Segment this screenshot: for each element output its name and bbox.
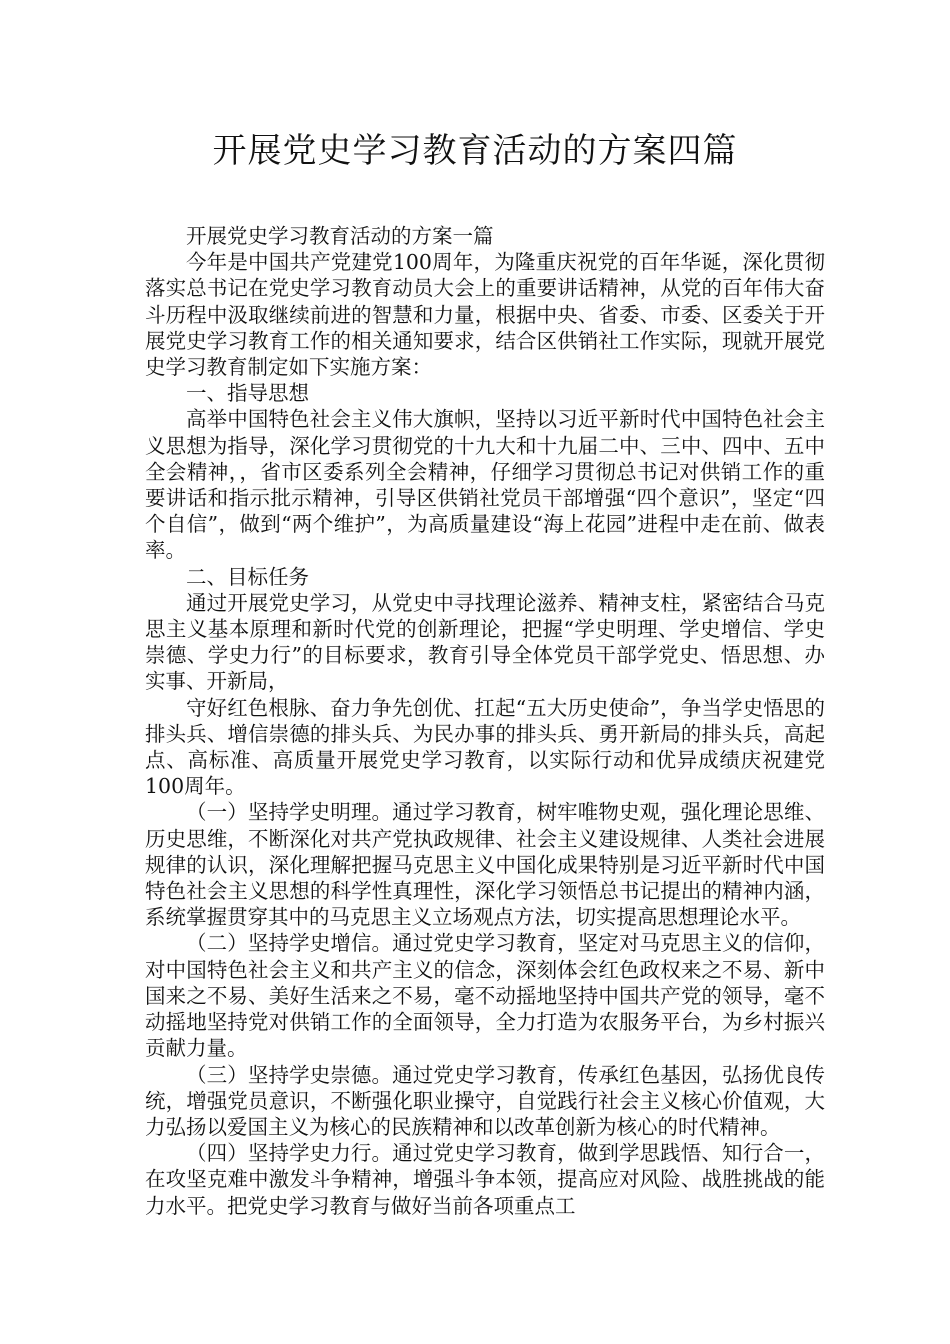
paragraph-item-2: （二）坚持学史增信。通过党史学习教育，坚定对马克思主义的信仰，对中国特色社会主义和共产主义的信念，深刻体会红色政权来之不易、新中国来之不易、美好生活来之不易，毫不动摇地坚持中国共产党的领导，毫不动摇地坚持党对供销工作的全面领导，全力打造为农服务平台，为乡村振兴贡献力量。	[145, 931, 825, 1061]
document-body	[145, 223, 825, 1219]
paragraph-intro: 今年是中国共产党建党100周年，为隆重庆祝党的百年华诞，深化贯彻落实总书记在党史学习教育动员大会上的重要讲话精神，从党的百年伟大奋斗历程中汲取继续前进的智慧和力量，根据中央、省委、市委、区委关于开展党史学习教育工作的相关通知要求，结合区供销社工作实际，现就开展党史学习教育制定如下实施方案：	[145, 250, 825, 380]
section-heading-guiding-ideology: 一、指导思想	[186, 381, 309, 406]
paragraph-item-1: （一）坚持学史明理。通过学习教育，树牢唯物史观，强化理论思维、历史思维，不断深化对共产党执政规律、社会主义建设规律、人类社会进展规律的认识，深化理解把握马克思主义中国化成果特别是习近平新时代中国特色社会主义思想的科学性真理性，深化学习领悟总书记提出的精神内涵，系统掌握贯穿其中的马克思主义立场观点方法，切实提高思想理论水平。	[145, 800, 825, 930]
section-heading-plan-one: 开展党史学习教育活动的方案一篇	[186, 224, 494, 248]
paragraph-goals-1: 通过开展党史学习，从党史中寻找理论滋养、精神支柱，紧密结合马克思主义基本原理和新时代党的创新理论，把握“学史明理、学史增信、学史崇德、学史力行”的目标要求，教育引导全体党员干部学党史、悟思想、办实事、开新局，	[145, 590, 825, 694]
document-title: 开展党史学习教育活动的方案四篇	[212, 131, 738, 171]
paragraph-item-4: （四）坚持学史力行。通过党史学习教育，做到学思践悟、知行合一，在攻坚克难中激发斗争精神，增强斗争本领，提高应对风险、战胜挑战的能力水平。把党史学习教育与做好当前各项重点工	[145, 1141, 825, 1218]
paragraph-item-3: （三）坚持学史崇德。通过党史学习教育，传承红色基因，弘扬优良传统，增强党员意识，不断强化职业操守，自觉践行社会主义核心价值观，大力弘扬以爱国主义为核心的民族精神和以改革创新为核心的时代精神。	[145, 1062, 825, 1139]
paragraph-guiding-ideology: 高举中国特色社会主义伟大旗帜，坚持以习近平新时代中国特色社会主义思想为指导，深化学习贯彻党的十九大和十九届二中、三中、四中、五中全会精神，，省市区委系列全会精神，仔细学习贯彻总书记对供销工作的重要讲话和指示批示精神，引导区供销社党员干部增强“四个意识”，坚定“四个自信”，做到“两个维护”，为高质量建设“海上花园”进程中走在前、做表率。	[145, 407, 825, 563]
paragraph-goals-2: 守好红色根脉、奋力争先创优、扛起“五大历史使命”，争当学史悟思的排头兵、增信崇德的排头兵、为民办事的排头兵、勇开新局的排头兵，高起点、高标准、高质量开展党史学习教育，以实际行动和优异成绩庆祝建党100周年。	[145, 695, 825, 799]
section-heading-goals: 二、目标任务	[186, 564, 309, 589]
